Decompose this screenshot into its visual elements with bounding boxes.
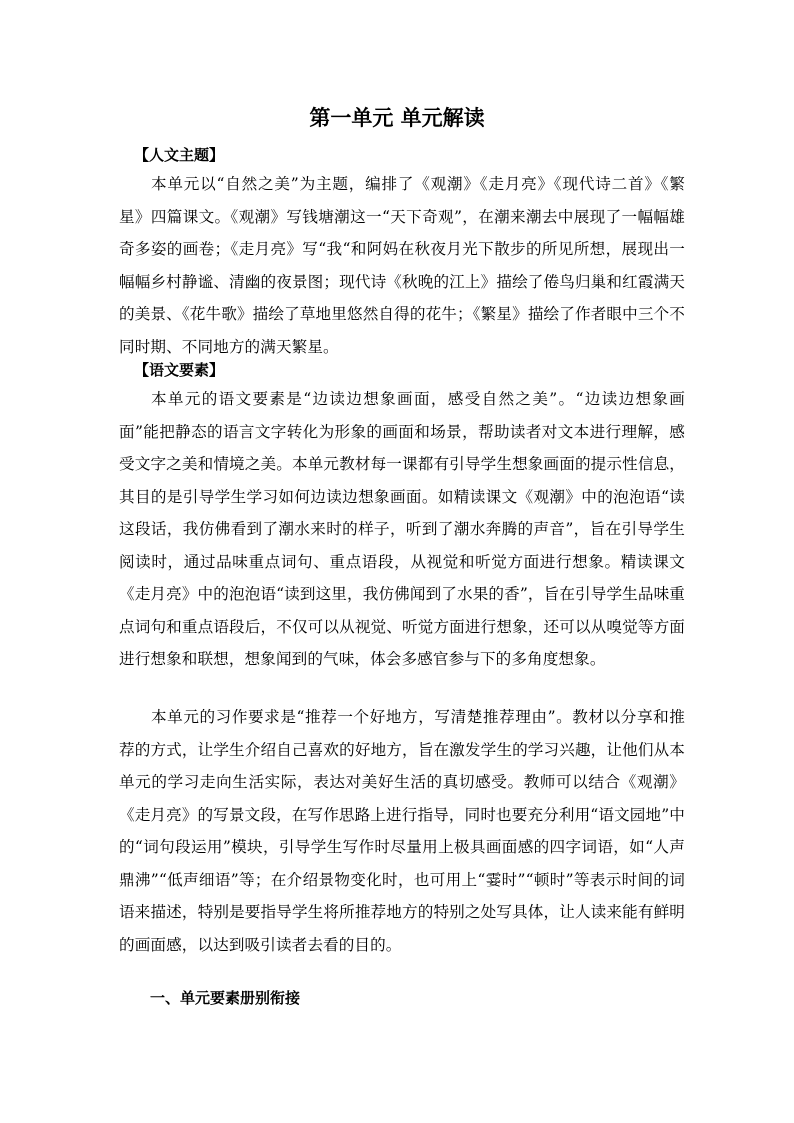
page-title: 第一单元 单元解读: [309, 106, 485, 130]
paragraph-humanistic-theme: 本单元以“自然之美”为主题，编排了《观潮》《走月亮》《现代诗二首》《繁星》四篇课文。《观潮》写钱塘潮这一“天下奇观”，在潮来潮去中展现了一幅幅雄奇多姿的画卷；《走月亮》写“我“和阿妈在秋夜月光下散步的所见所想，展现出一幅幅乡村静谧、清幽的夜景图；现代诗《秋晚的江上》描绘了倦鸟归巢和红霞满天的美景、《花牛歌》描绘了草地里悠然自得的花牛；《繁星》描绘了作者眼中三个不同时期、不同地方的满天繁星。: [119, 175, 685, 356]
outline-heading: 一、单元要素册别衔接: [150, 989, 301, 1007]
section-heading-humanistic-theme: 【人文主题】: [134, 146, 225, 164]
paragraph-language-elements: 本单元的语文要素是“边读边想象画面，感受自然之美”。“边读边想象画面”能把静态的语言文字转化为形象的画面和场景，帮助读者对文本进行理解，感受文字之美和情境之美。本单元教材每一课都有引导学生想象画面的提示性信息，其目的是引导学生学习如何边读边想象画面。如精读课文《观潮》中的泡泡语“读这段话，我仿佛看到了潮水来时的样子，听到了潮水奔腾的声音”，旨在引导学生阅读时，通过品味重点词句、重点语段，从视觉和听觉方面进行想象。精读课文《走月亮》中的泡泡语“读到这里，我仿佛闻到了水果的香”，旨在引导学生品味重点词句和重点语段后，不仅可以从视觉、听觉方面进行想象，还可以从嗅觉等方面进行想象和联想，想象闻到的气味，体会多感官参与下的多角度想象。: [119, 390, 685, 668]
section-heading-language-elements: 【语文要素】: [134, 361, 225, 379]
paragraph-writing-requirement: 本单元的习作要求是“推荐一个好地方，写清楚推荐理由”。教材以分享和推荐的方式，让学生介绍自己喜欢的好地方，旨在激发学生的学习兴趣，让他们从本单元的学习走向生活实际，表达对美好生活的真切感受。教师可以结合《观潮》《走月亮》的写景文段，在写作思路上进行指导，同时也要充分利用“语文园地”中的“词句段运用”模块，引导学生写作时尽量用上极具画面感的四字词语，如“人声鼎沸”“低声细语”等；在介绍景物变化时，也可用上“霎时”“顿时”等表示时间的词语来描述，特别是要指导学生将所推荐地方的特别之处写具体，让人读来能有鲜明的画面感，以达到吸引读者去看的目的。: [119, 708, 685, 954]
